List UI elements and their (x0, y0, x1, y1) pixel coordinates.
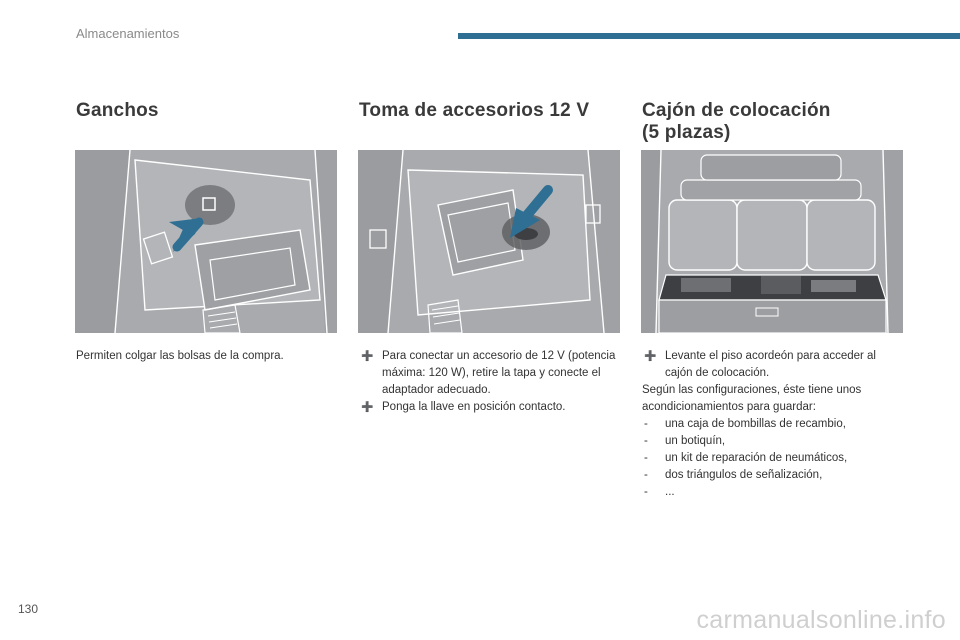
list-item: - una caja de bombillas de recambio, (644, 418, 846, 430)
arrow-bullet-icon: ➕ (361, 402, 374, 413)
arrow-bullet-icon: ➕ (361, 351, 374, 362)
watermark: carmanualsonline.info (696, 606, 946, 634)
section-cajon (642, 100, 904, 144)
list-item: ➕ Para conectar un accesorio de 12 V (potencia máxima: 120 W), retire la tapa y conecte el adaptador adecuado. (361, 350, 616, 396)
cajon-intro: Según las configuraciones, éste tiene unos acondicionamientos para guardar: (642, 384, 862, 413)
section-label: Almacenamientos (76, 26, 180, 41)
arrow-bullet-icon: ➕ (644, 351, 657, 362)
section-title-cajon: Cajón de colocación (5 plazas) (642, 100, 831, 143)
header-accent-bar (458, 33, 960, 39)
list-item: ➕ Levante el piso acordeón para acceder al cajón de colocación. (644, 350, 876, 379)
list-item: ➕ Ponga la llave en posición contacto. (359, 399, 621, 416)
socket-arrow-illustration (358, 150, 620, 333)
ganchos-description: Permiten colgar las bolsas de la compra. (76, 350, 284, 362)
cajon-instructions (642, 348, 904, 501)
section-toma-accesorios (359, 100, 621, 144)
underfloor-storage-illustration (641, 150, 903, 333)
list-item: - dos triángulos de señalización, (644, 469, 823, 481)
toma-instructions (359, 348, 621, 416)
hook-arrow-illustration (75, 150, 337, 333)
section-title-toma: Toma de accesorios 12 V (359, 100, 590, 121)
list-item: - un kit de reparación de neumáticos, (644, 452, 848, 464)
page-number: 130 (18, 602, 39, 616)
list-item: - un botiquín, (644, 435, 726, 447)
list-item: - ... (644, 486, 675, 498)
section-title-ganchos: Ganchos (76, 100, 159, 121)
section-ganchos (76, 100, 338, 144)
